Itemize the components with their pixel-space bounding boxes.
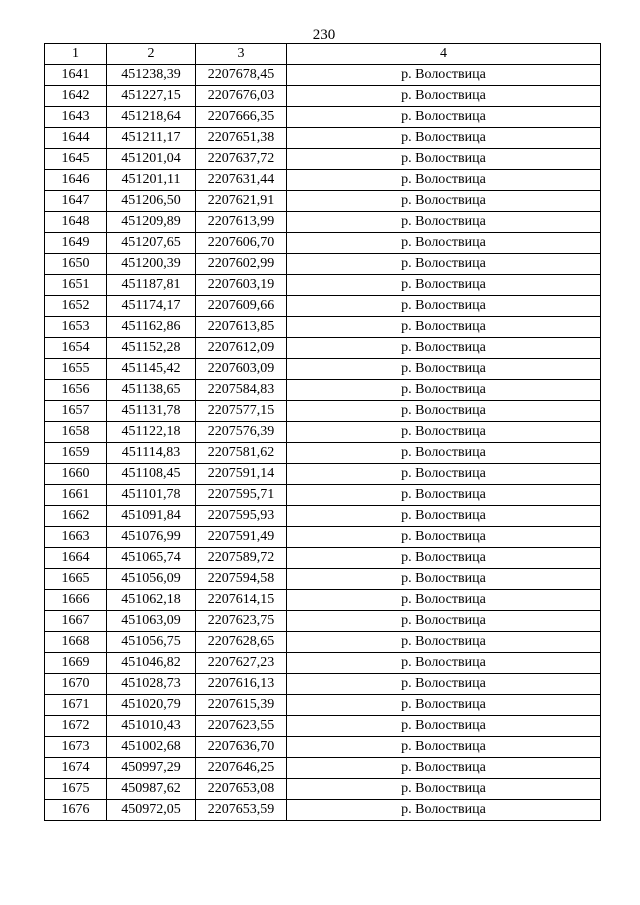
point-number-cell: 1659: [45, 443, 107, 464]
object-name-cell: р. Волоствица: [287, 779, 601, 800]
header-col-1: 1: [45, 44, 107, 65]
point-number-cell: 1648: [45, 212, 107, 233]
table-row: [45, 758, 601, 779]
point-number-cell: 1645: [45, 149, 107, 170]
coordinate-x-cell: 451211,17: [107, 128, 196, 149]
object-name-cell: р. Волоствица: [287, 695, 601, 716]
table-body: [45, 65, 601, 821]
object-name-cell: р. Волоствица: [287, 380, 601, 401]
object-name-cell: р. Волоствица: [287, 86, 601, 107]
object-name-cell: р. Волоствица: [287, 275, 601, 296]
coordinate-x-cell: 451020,79: [107, 695, 196, 716]
coordinate-y-cell: 2207646,25: [196, 758, 287, 779]
coordinate-y-cell: 2207609,66: [196, 296, 287, 317]
object-name-cell: р. Волоствица: [287, 737, 601, 758]
point-number-cell: 1668: [45, 632, 107, 653]
table-row: [45, 296, 601, 317]
object-name-cell: р. Волоствица: [287, 233, 601, 254]
coordinate-y-cell: 2207653,59: [196, 800, 287, 821]
coordinate-y-cell: 2207603,19: [196, 275, 287, 296]
coordinate-y-cell: 2207623,55: [196, 716, 287, 737]
coordinate-y-cell: 2207628,65: [196, 632, 287, 653]
coordinate-y-cell: 2207591,14: [196, 464, 287, 485]
point-number-cell: 1650: [45, 254, 107, 275]
coordinate-x-cell: 451187,81: [107, 275, 196, 296]
point-number-cell: 1655: [45, 359, 107, 380]
table-row: [45, 317, 601, 338]
coordinate-x-cell: 451065,74: [107, 548, 196, 569]
coordinate-x-cell: 451227,15: [107, 86, 196, 107]
coordinate-y-cell: 2207589,72: [196, 548, 287, 569]
coordinate-x-cell: 451056,09: [107, 569, 196, 590]
object-name-cell: р. Волоствица: [287, 170, 601, 191]
object-name-cell: р. Волоствица: [287, 716, 601, 737]
table-row: [45, 107, 601, 128]
coordinate-y-cell: 2207678,45: [196, 65, 287, 86]
coordinate-x-cell: 451201,04: [107, 149, 196, 170]
object-name-cell: р. Волоствица: [287, 464, 601, 485]
coordinate-y-cell: 2207594,58: [196, 569, 287, 590]
coordinate-y-cell: 2207637,72: [196, 149, 287, 170]
page-number: 230: [312, 27, 336, 43]
table-row: [45, 422, 601, 443]
coordinate-x-cell: 450987,62: [107, 779, 196, 800]
coordinate-x-cell: 451108,45: [107, 464, 196, 485]
point-number-cell: 1641: [45, 65, 107, 86]
point-number-cell: 1658: [45, 422, 107, 443]
object-name-cell: р. Волоствица: [287, 506, 601, 527]
point-number-cell: 1667: [45, 611, 107, 632]
coordinate-y-cell: 2207595,71: [196, 485, 287, 506]
table-row: [45, 527, 601, 548]
coordinate-y-cell: 2207623,75: [196, 611, 287, 632]
point-number-cell: 1670: [45, 674, 107, 695]
object-name-cell: р. Волоствица: [287, 443, 601, 464]
point-number-cell: 1664: [45, 548, 107, 569]
table-row: [45, 338, 601, 359]
point-number-cell: 1647: [45, 191, 107, 212]
object-name-cell: р. Волоствица: [287, 149, 601, 170]
object-name-cell: р. Волоствица: [287, 569, 601, 590]
point-number-cell: 1643: [45, 107, 107, 128]
object-name-cell: р. Волоствица: [287, 254, 601, 275]
point-number-cell: 1671: [45, 695, 107, 716]
point-number-cell: 1653: [45, 317, 107, 338]
header-col-2: 2: [107, 44, 196, 65]
coordinate-x-cell: 451062,18: [107, 590, 196, 611]
object-name-cell: р. Волоствица: [287, 485, 601, 506]
coordinate-x-cell: 451131,78: [107, 401, 196, 422]
point-number-cell: 1642: [45, 86, 107, 107]
coordinate-x-cell: 450972,05: [107, 800, 196, 821]
point-number-cell: 1657: [45, 401, 107, 422]
object-name-cell: р. Волоствица: [287, 632, 601, 653]
coordinate-x-cell: 451063,09: [107, 611, 196, 632]
coordinate-y-cell: 2207581,62: [196, 443, 287, 464]
coordinate-x-cell: 451138,65: [107, 380, 196, 401]
object-name-cell: р. Волоствица: [287, 527, 601, 548]
coordinate-x-cell: 451010,43: [107, 716, 196, 737]
coordinate-y-cell: 2207614,15: [196, 590, 287, 611]
table-row: [45, 359, 601, 380]
table-row: [45, 149, 601, 170]
table-header: [45, 44, 601, 65]
coordinate-x-cell: 451200,39: [107, 254, 196, 275]
object-name-cell: р. Волоствица: [287, 338, 601, 359]
object-name-cell: р. Волоствица: [287, 590, 601, 611]
coordinates-table: [44, 43, 601, 821]
coordinate-x-cell: 451162,86: [107, 317, 196, 338]
coordinate-y-cell: 2207636,70: [196, 737, 287, 758]
coordinate-y-cell: 2207577,15: [196, 401, 287, 422]
object-name-cell: р. Волоствица: [287, 422, 601, 443]
coordinate-x-cell: 451174,17: [107, 296, 196, 317]
coordinate-y-cell: 2207606,70: [196, 233, 287, 254]
coordinate-y-cell: 2207615,39: [196, 695, 287, 716]
object-name-cell: р. Волоствица: [287, 401, 601, 422]
coordinate-y-cell: 2207676,03: [196, 86, 287, 107]
object-name-cell: р. Волоствица: [287, 800, 601, 821]
coordinate-y-cell: 2207595,93: [196, 506, 287, 527]
object-name-cell: р. Волоствица: [287, 548, 601, 569]
coordinate-y-cell: 2207651,38: [196, 128, 287, 149]
table-row: [45, 485, 601, 506]
object-name-cell: р. Волоствица: [287, 191, 601, 212]
table-row: [45, 254, 601, 275]
table-row: [45, 275, 601, 296]
point-number-cell: 1669: [45, 653, 107, 674]
coordinate-x-cell: 451209,89: [107, 212, 196, 233]
object-name-cell: р. Волоствица: [287, 674, 601, 695]
coordinate-x-cell: 451207,65: [107, 233, 196, 254]
header-row: [45, 44, 601, 65]
coordinate-y-cell: 2207616,13: [196, 674, 287, 695]
coordinate-x-cell: 451206,50: [107, 191, 196, 212]
coordinate-x-cell: 451114,83: [107, 443, 196, 464]
coordinate-y-cell: 2207613,85: [196, 317, 287, 338]
table-row: [45, 86, 601, 107]
object-name-cell: р. Волоствица: [287, 212, 601, 233]
coordinate-x-cell: 451218,64: [107, 107, 196, 128]
table-row: [45, 674, 601, 695]
point-number-cell: 1662: [45, 506, 107, 527]
point-number-cell: 1646: [45, 170, 107, 191]
point-number-cell: 1665: [45, 569, 107, 590]
coordinate-x-cell: 451238,39: [107, 65, 196, 86]
coordinate-y-cell: 2207591,49: [196, 527, 287, 548]
coordinate-x-cell: 451028,73: [107, 674, 196, 695]
point-number-cell: 1654: [45, 338, 107, 359]
coordinate-y-cell: 2207576,39: [196, 422, 287, 443]
table-row: [45, 800, 601, 821]
table-row: [45, 653, 601, 674]
object-name-cell: р. Волоствица: [287, 359, 601, 380]
point-number-cell: 1666: [45, 590, 107, 611]
table-row: [45, 65, 601, 86]
table-row: [45, 611, 601, 632]
point-number-cell: 1644: [45, 128, 107, 149]
coordinate-y-cell: 2207666,35: [196, 107, 287, 128]
coordinate-x-cell: 451145,42: [107, 359, 196, 380]
point-number-cell: 1661: [45, 485, 107, 506]
table-row: [45, 443, 601, 464]
point-number-cell: 1660: [45, 464, 107, 485]
coordinate-x-cell: 451056,75: [107, 632, 196, 653]
coordinate-y-cell: 2207612,09: [196, 338, 287, 359]
table-row: [45, 380, 601, 401]
coordinate-y-cell: 2207603,09: [196, 359, 287, 380]
coordinate-x-cell: 451002,68: [107, 737, 196, 758]
table-row: [45, 212, 601, 233]
coordinate-x-cell: 451201,11: [107, 170, 196, 191]
point-number-cell: 1676: [45, 800, 107, 821]
coordinate-y-cell: 2207613,99: [196, 212, 287, 233]
table-row: [45, 695, 601, 716]
table-row: [45, 569, 601, 590]
coordinate-x-cell: 451122,18: [107, 422, 196, 443]
coordinate-x-cell: 451091,84: [107, 506, 196, 527]
table-row: [45, 401, 601, 422]
coordinate-y-cell: 2207627,23: [196, 653, 287, 674]
table-row: [45, 128, 601, 149]
point-number-cell: 1672: [45, 716, 107, 737]
object-name-cell: р. Волоствица: [287, 128, 601, 149]
object-name-cell: р. Волоствица: [287, 296, 601, 317]
header-col-4: 4: [287, 44, 601, 65]
table-row: [45, 548, 601, 569]
table-row: [45, 779, 601, 800]
coordinate-y-cell: 2207621,91: [196, 191, 287, 212]
table-row: [45, 191, 601, 212]
point-number-cell: 1649: [45, 233, 107, 254]
table-row: [45, 506, 601, 527]
table-row: [45, 737, 601, 758]
point-number-cell: 1651: [45, 275, 107, 296]
object-name-cell: р. Волоствица: [287, 107, 601, 128]
object-name-cell: р. Волоствица: [287, 758, 601, 779]
table-row: [45, 590, 601, 611]
header-col-3: 3: [196, 44, 287, 65]
point-number-cell: 1674: [45, 758, 107, 779]
object-name-cell: р. Волоствица: [287, 611, 601, 632]
coordinate-x-cell: 451101,78: [107, 485, 196, 506]
table-row: [45, 464, 601, 485]
coordinate-x-cell: 451076,99: [107, 527, 196, 548]
point-number-cell: 1675: [45, 779, 107, 800]
coordinate-y-cell: 2207602,99: [196, 254, 287, 275]
table-row: [45, 170, 601, 191]
table-row: [45, 716, 601, 737]
table-row: [45, 233, 601, 254]
point-number-cell: 1652: [45, 296, 107, 317]
coordinate-y-cell: 2207584,83: [196, 380, 287, 401]
point-number-cell: 1673: [45, 737, 107, 758]
object-name-cell: р. Волоствица: [287, 317, 601, 338]
object-name-cell: р. Волоствица: [287, 653, 601, 674]
coordinate-x-cell: 450997,29: [107, 758, 196, 779]
coordinate-x-cell: 451046,82: [107, 653, 196, 674]
table-row: [45, 632, 601, 653]
coordinate-x-cell: 451152,28: [107, 338, 196, 359]
point-number-cell: 1663: [45, 527, 107, 548]
coordinate-y-cell: 2207631,44: [196, 170, 287, 191]
coordinate-y-cell: 2207653,08: [196, 779, 287, 800]
object-name-cell: р. Волоствица: [287, 65, 601, 86]
point-number-cell: 1656: [45, 380, 107, 401]
